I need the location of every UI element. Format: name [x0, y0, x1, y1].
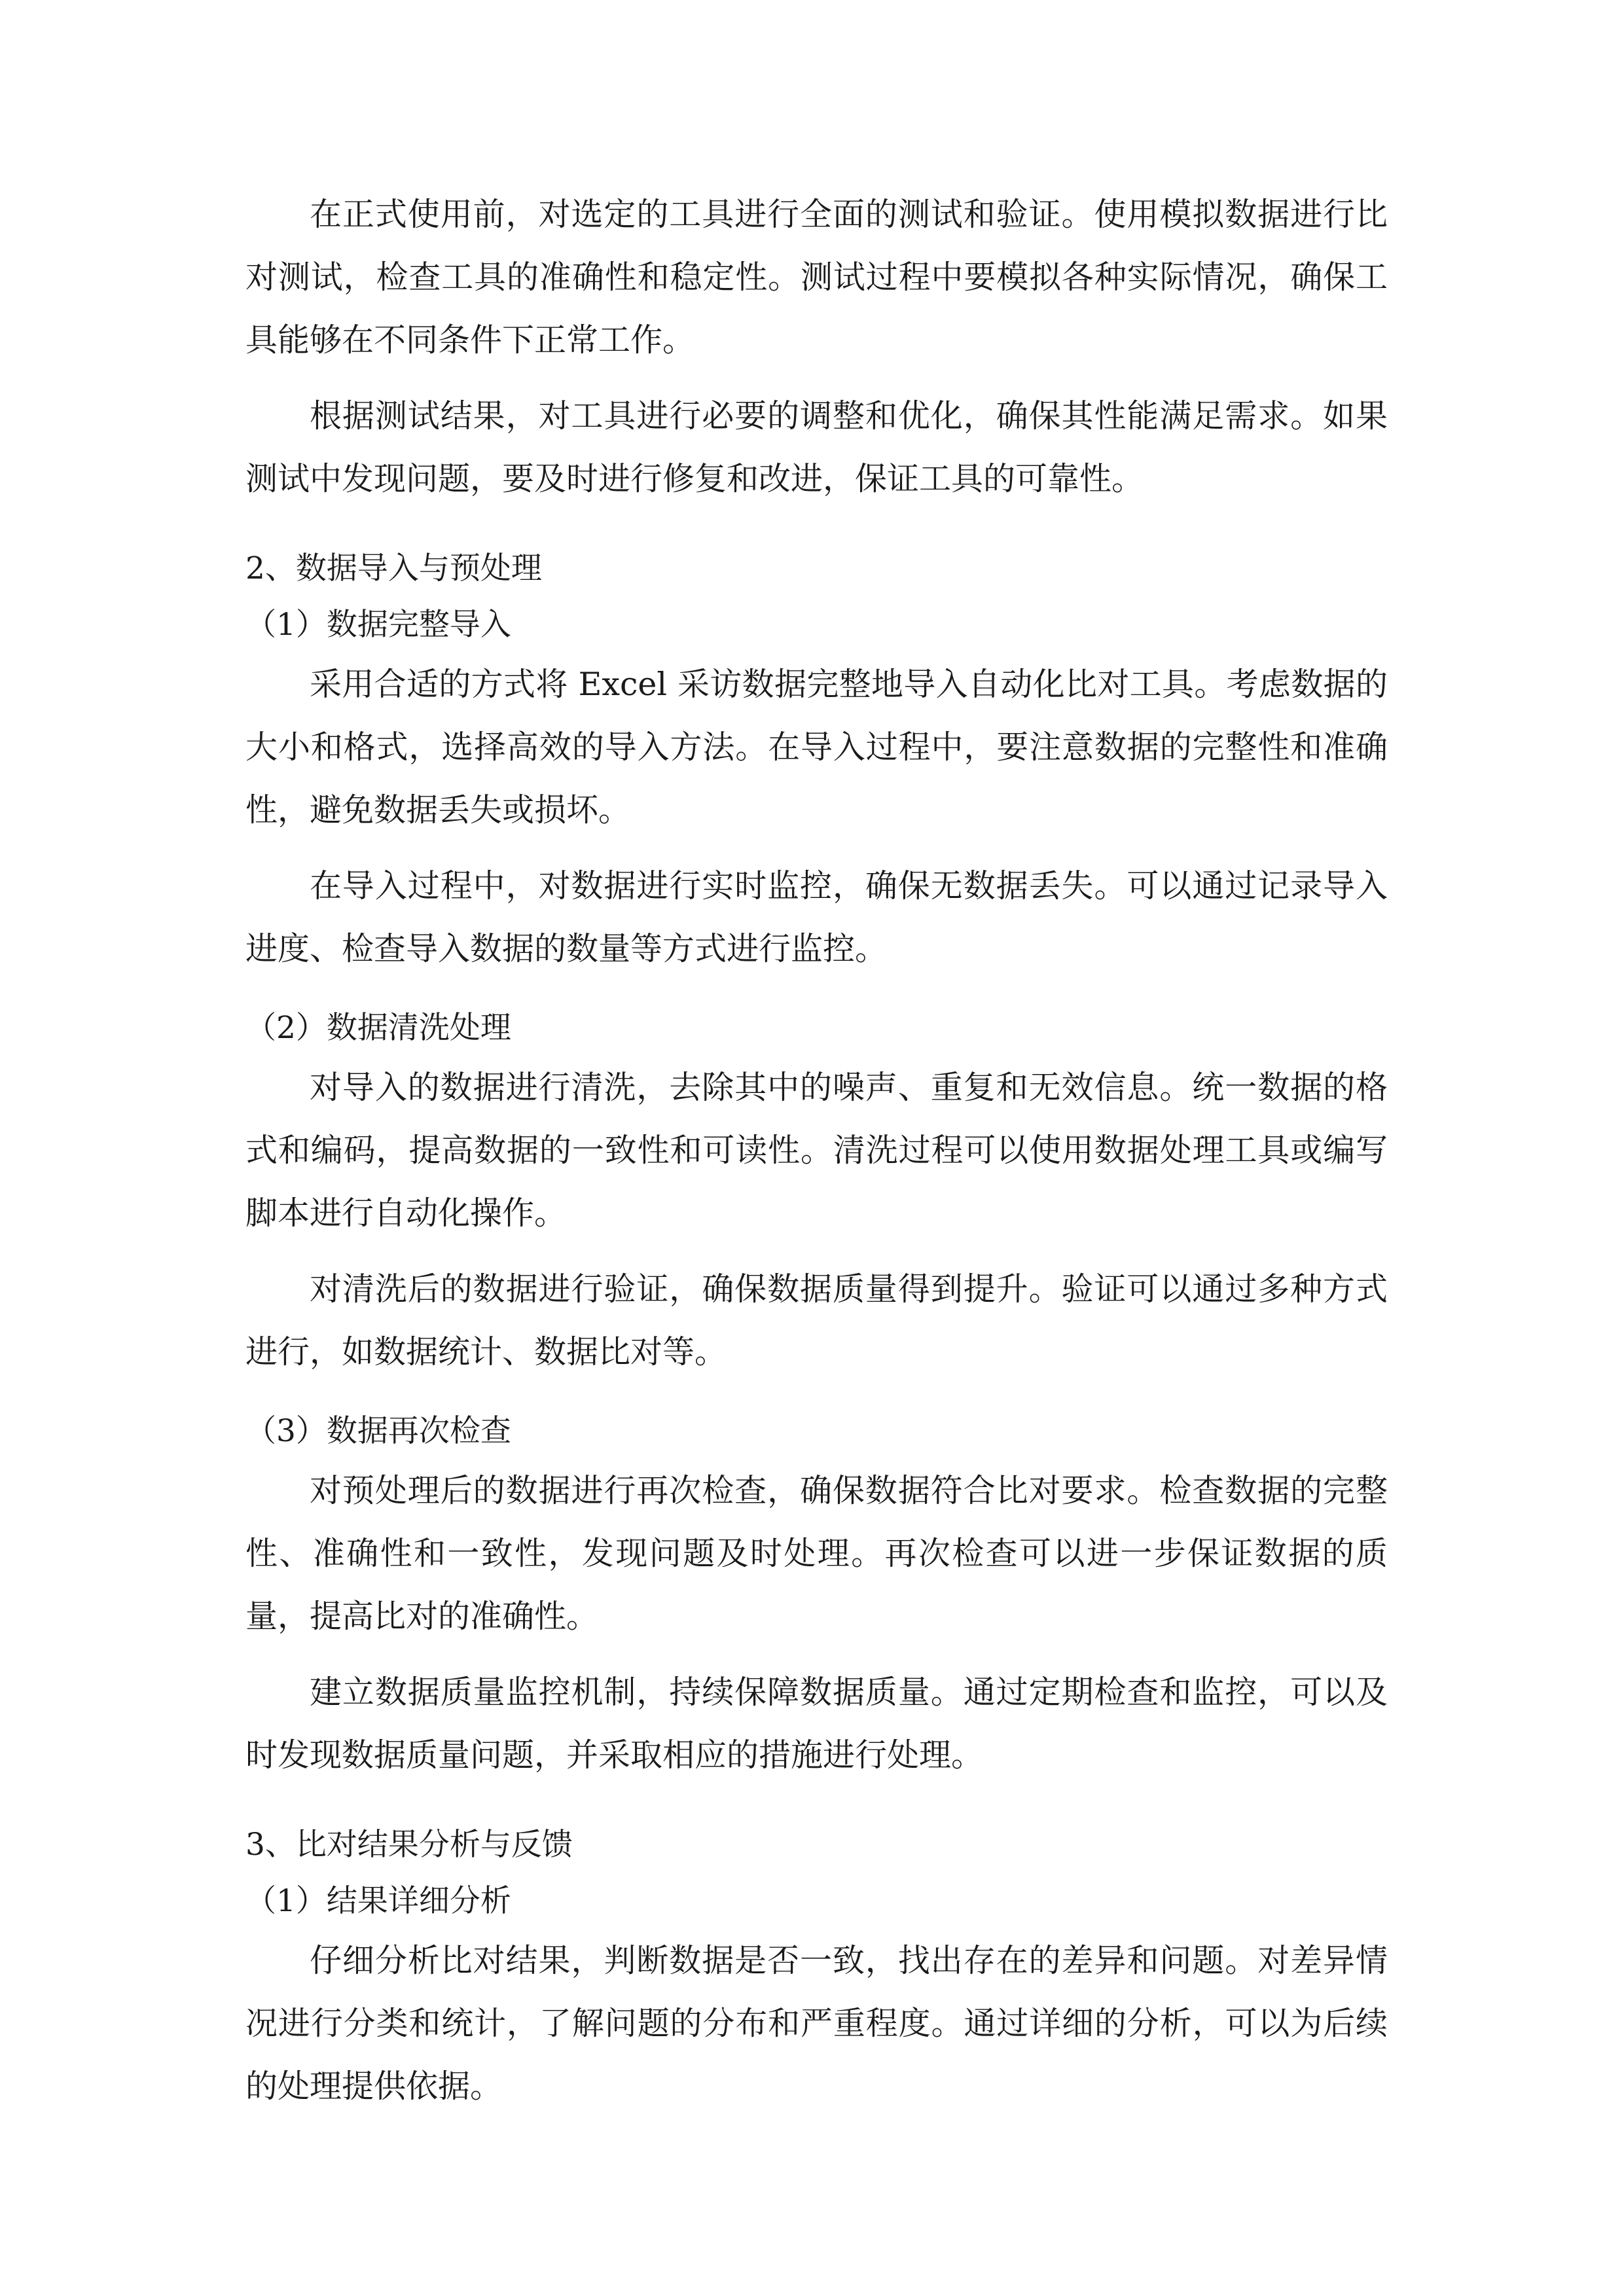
- subsection-heading-data-cleaning: （2）数据清洗处理: [245, 1010, 511, 1046]
- paragraph-cleaning-verification: 对清洗后的数据进行验证，确保数据质量得到提升。验证可以通过多种方式进行，如数据统计、数据比对等。: [245, 1270, 1388, 1371]
- paragraph-tool-optimization: 根据测试结果，对工具进行必要的调整和优化，确保其性能满足需求。如果测试中发现问题，要及时进行修复和改进，保证工具的可靠性。: [245, 397, 1388, 497]
- subsection-heading-recheck: （3）数据再次检查: [245, 1413, 511, 1449]
- paragraph-recheck: 对预处理后的数据进行再次检查，确保数据符合比对要求。检查数据的完整性、准确性和一致性，发现问题及时处理。再次检查可以进一步保证数据的质量，提高比对的准确性。: [245, 1472, 1388, 1635]
- paragraph-data-cleaning: 对导入的数据进行清洗，去除其中的噪声、重复和无效信息。统一数据的格式和编码，提高数据的一致性和可读性。清洗过程可以使用数据处理工具或编写脚本进行自动化操作。: [245, 1069, 1388, 1232]
- section-heading-result-analysis: 3、比对结果分析与反馈: [245, 1827, 573, 1863]
- paragraph-import-method: 采用合适的方式将 Excel 采访数据完整地导入自动化比对工具。考虑数据的大小和格式，选择高效的导入方法。在导入过程中，要注意数据的完整性和准确性，避免数据丢失或损坏。: [245, 666, 1388, 829]
- document-page: [245, 183, 1388, 2118]
- subsection-heading-complete-import: （1）数据完整导入: [245, 607, 511, 643]
- section-heading-data-import: 2、数据导入与预处理: [245, 550, 542, 586]
- subsection-heading-detailed-analysis: （1）结果详细分析: [245, 1883, 511, 1919]
- paragraph-quality-monitoring: 建立数据质量监控机制，持续保障数据质量。通过定期检查和监控，可以及时发现数据质量问题，并采取相应的措施进行处理。: [245, 1674, 1388, 1774]
- paragraph-import-monitoring: 在导入过程中，对数据进行实时监控，确保无数据丢失。可以通过记录导入进度、检查导入数据的数量等方式进行监控。: [245, 867, 1388, 967]
- paragraph-detailed-analysis: 仔细分析比对结果，判断数据是否一致，找出存在的差异和问题。对差异情况进行分类和统计，了解问题的分布和严重程度。通过详细的分析，可以为后续的处理提供依据。: [245, 1942, 1388, 2105]
- paragraph-tool-testing: 在正式使用前，对选定的工具进行全面的测试和验证。使用模拟数据进行比对测试，检查工具的准确性和稳定性。测试过程中要模拟各种实际情况，确保工具能够在不同条件下正常工作。: [245, 196, 1388, 359]
